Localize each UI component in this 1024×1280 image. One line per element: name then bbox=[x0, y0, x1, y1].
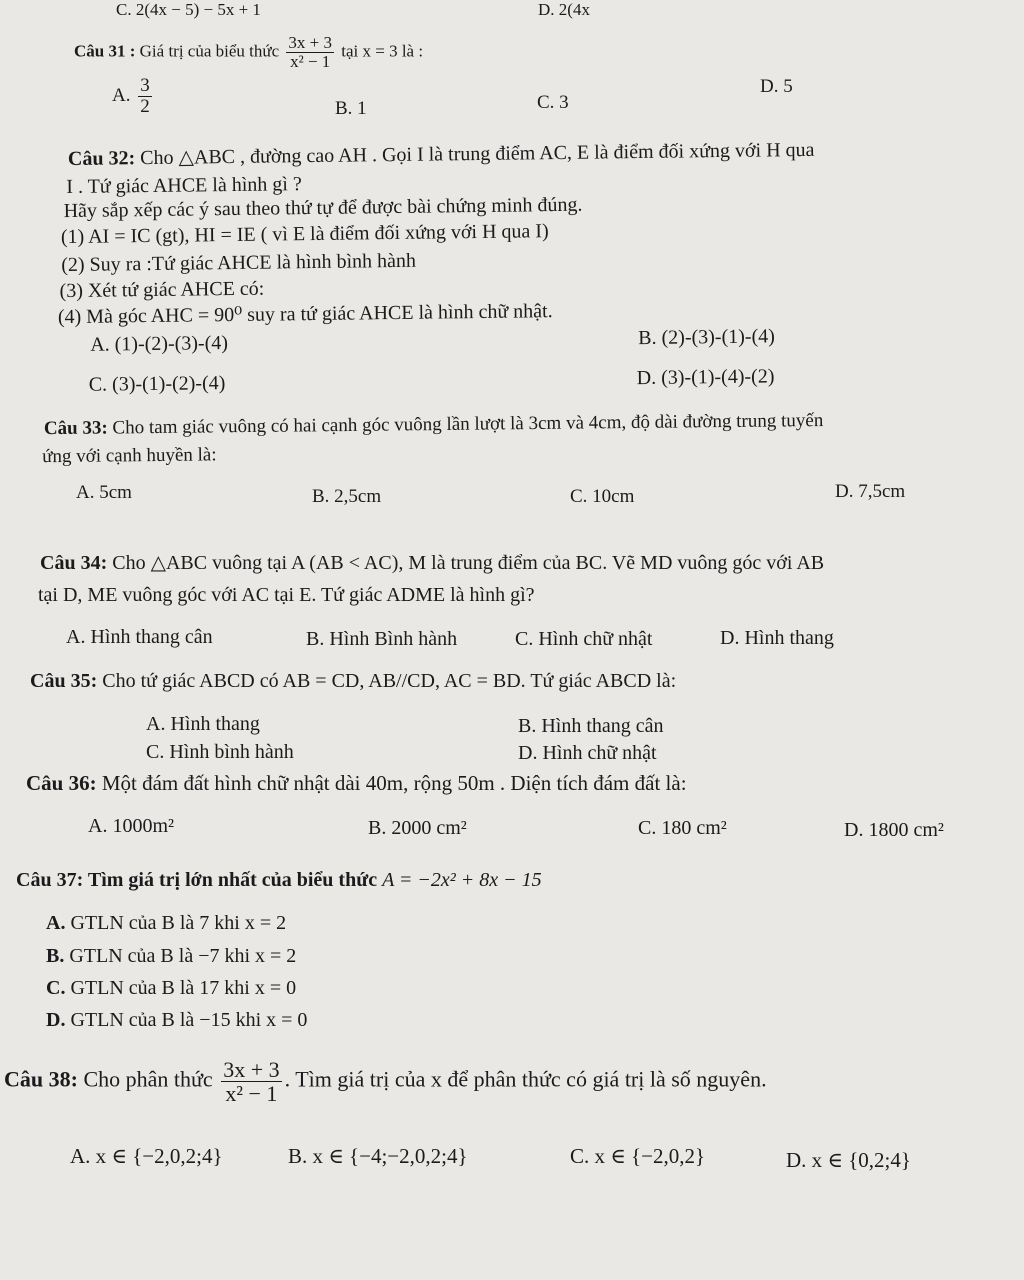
q33-option-d: D. 7,5cm bbox=[835, 481, 906, 502]
q36-option-a: A. 1000m² bbox=[88, 815, 174, 837]
q35-label: Câu 35: bbox=[30, 670, 98, 692]
q36-option-c: C. 180 cm² bbox=[638, 817, 727, 839]
q37-a-label: A. bbox=[46, 912, 66, 934]
q36-option-b: B. 2000 cm² bbox=[368, 817, 467, 839]
q37-b-text: GTLN của B là −7 khi x = 2 bbox=[69, 945, 297, 967]
q33-line1 bbox=[44, 410, 824, 440]
q37-option-b bbox=[46, 945, 296, 968]
q36-line1 bbox=[26, 771, 687, 795]
q31-a-label: A. bbox=[112, 84, 131, 106]
q37-d-label: D. bbox=[46, 1009, 66, 1031]
q32-step2: (2) Suy ra :Tứ giác AHCE là hình bình hành bbox=[61, 249, 417, 277]
q37-expression: A = −2x² + 8x − 15 bbox=[382, 869, 542, 891]
q36-option-d: D. 1800 cm² bbox=[844, 819, 944, 841]
q34-option-d: D. Hình thang bbox=[720, 627, 834, 649]
q37-c-text: GTLN của B là 17 khi x = 0 bbox=[70, 977, 297, 999]
q34-line2: tại D, ME vuông góc với AC tại E. Tứ giác ADME là hình gì? bbox=[38, 584, 535, 606]
prev-option-c: C. 2(4x − 5) − 5x + 1 bbox=[116, 0, 261, 19]
q32-label: Câu 32: bbox=[67, 147, 136, 171]
q33-option-b: B. 2,5cm bbox=[312, 486, 382, 507]
q31-frac-num: 3x + 3 bbox=[288, 33, 332, 52]
q33-block bbox=[0, 0, 1024, 521]
q37-option-c bbox=[46, 977, 296, 1000]
q33-text: Cho tam giác vuông có hai cạnh góc vuông lần lượt là 3cm và 4cm, độ dài đường trung tuyến bbox=[112, 410, 824, 439]
q31-option-b: B. 1 bbox=[335, 98, 367, 119]
prev-option-d: D. 2(4x bbox=[538, 0, 590, 19]
q35-option-b: B. Hình thang cân bbox=[518, 715, 664, 737]
q32-option-c: C. (3)-(1)-(2)-(4) bbox=[88, 372, 226, 396]
q32-option-a: A. (1)-(2)-(3)-(4) bbox=[90, 332, 229, 356]
q35-text: Cho tứ giác ABCD có AB = CD, AB//CD, AC = BD. Tứ giác ABCD là: bbox=[102, 670, 677, 692]
q33-option-c: C. 10cm bbox=[570, 486, 635, 507]
q31-text-b: tại x = 3 là : bbox=[341, 41, 424, 61]
q32-line3: Hãy sắp xếp các ý sau theo thứ tự để được bài chứng minh đúng. bbox=[63, 193, 583, 223]
q32-line2: I . Tứ giác AHCE là hình gì ? bbox=[66, 173, 302, 199]
q38-frac-den: x² − 1 bbox=[225, 1081, 278, 1107]
q38-label: Câu 38: bbox=[4, 1066, 78, 1092]
q37-option-a bbox=[46, 912, 286, 935]
q31-text-a: Giá trị của biểu thức bbox=[139, 41, 280, 61]
q35-option-a: A. Hình thang bbox=[146, 713, 260, 735]
q31-option-d: D. 5 bbox=[760, 76, 793, 97]
q31-label: Câu 31 : bbox=[74, 41, 136, 61]
q34-option-a: A. Hình thang cân bbox=[66, 626, 213, 648]
q38-text-b: . Tìm giá trị của x để phân thức có giá trị là số nguyên. bbox=[284, 1066, 767, 1092]
q34-option-c: C. Hình chữ nhật bbox=[515, 628, 653, 650]
q33-option-a: A. 5cm bbox=[76, 482, 132, 503]
q38-option-d: D. x ∈ {0,2;4} bbox=[786, 1148, 911, 1172]
q36-label: Câu 36: bbox=[26, 771, 97, 795]
q32-option-b: B. (2)-(3)-(1)-(4) bbox=[638, 325, 775, 350]
q34-option-b: B. Hình Bình hành bbox=[306, 628, 458, 650]
q34-label: Câu 34: bbox=[40, 552, 108, 574]
q37-option-d bbox=[46, 1009, 307, 1032]
q33-label: Câu 33: bbox=[43, 417, 108, 440]
q31-a-den: 2 bbox=[140, 95, 150, 117]
q37-d-text: GTLN của B là −15 khi x = 0 bbox=[70, 1009, 308, 1031]
q38-option-a: A. x ∈ {−2,0,2;4} bbox=[70, 1144, 223, 1168]
q38-line1 bbox=[4, 1058, 767, 1105]
q34-line1 bbox=[40, 552, 824, 575]
q38-frac-num: 3x + 3 bbox=[223, 1057, 280, 1082]
q37-a-text: GTLN của B là 7 khi x = 2 bbox=[70, 912, 287, 934]
q32-step3: (3) Xét tứ giác AHCE có: bbox=[59, 277, 265, 303]
q38-option-c: C. x ∈ {−2,0,2} bbox=[570, 1144, 706, 1168]
q36-text: Một đám đất hình chữ nhật dài 40m, rộng 50m . Diện tích đám đất là: bbox=[101, 771, 687, 795]
q37-line1 bbox=[16, 869, 542, 892]
q37-label: Câu 37: Tìm giá trị lớn nhất của biểu thức bbox=[16, 869, 378, 891]
q32-option-d: D. (3)-(1)-(4)-(2) bbox=[636, 365, 775, 390]
q32-step1: (1) AI = IC (gt), HI = IE ( vì E là điểm đối xứng với H qua I) bbox=[60, 220, 549, 249]
q34-text: Cho △ABC vuông tại A (AB < AC), M là trung điểm của BC. Vẽ MD vuông góc với AB bbox=[112, 552, 825, 574]
q38-text-a: Cho phân thức bbox=[83, 1066, 213, 1092]
q32-step4: (4) Mà góc AHC = 90⁰ suy ra tứ giác AHCE là hình chữ nhật. bbox=[57, 300, 553, 329]
q31-a-num: 3 bbox=[140, 75, 150, 96]
q35-line1 bbox=[30, 670, 676, 693]
q32-text: Cho △ABC , đường cao AH . Gọi I là trung điểm AC, E là điểm đối xứng với H qua bbox=[140, 138, 815, 170]
q35-option-d: D. Hình chữ nhật bbox=[518, 742, 657, 764]
q35-option-c: C. Hình bình hành bbox=[146, 741, 294, 763]
q33-line2: ứng với cạnh huyền là: bbox=[42, 444, 217, 468]
q37-b-label: B. bbox=[46, 945, 65, 967]
q37-c-label: C. bbox=[46, 977, 66, 999]
q38-fraction bbox=[221, 1058, 281, 1105]
q31-frac-den: x² − 1 bbox=[290, 51, 331, 71]
q31-option-c: C. 3 bbox=[537, 92, 569, 113]
q38-option-b: B. x ∈ {−4;−2,0,2;4} bbox=[288, 1144, 468, 1168]
